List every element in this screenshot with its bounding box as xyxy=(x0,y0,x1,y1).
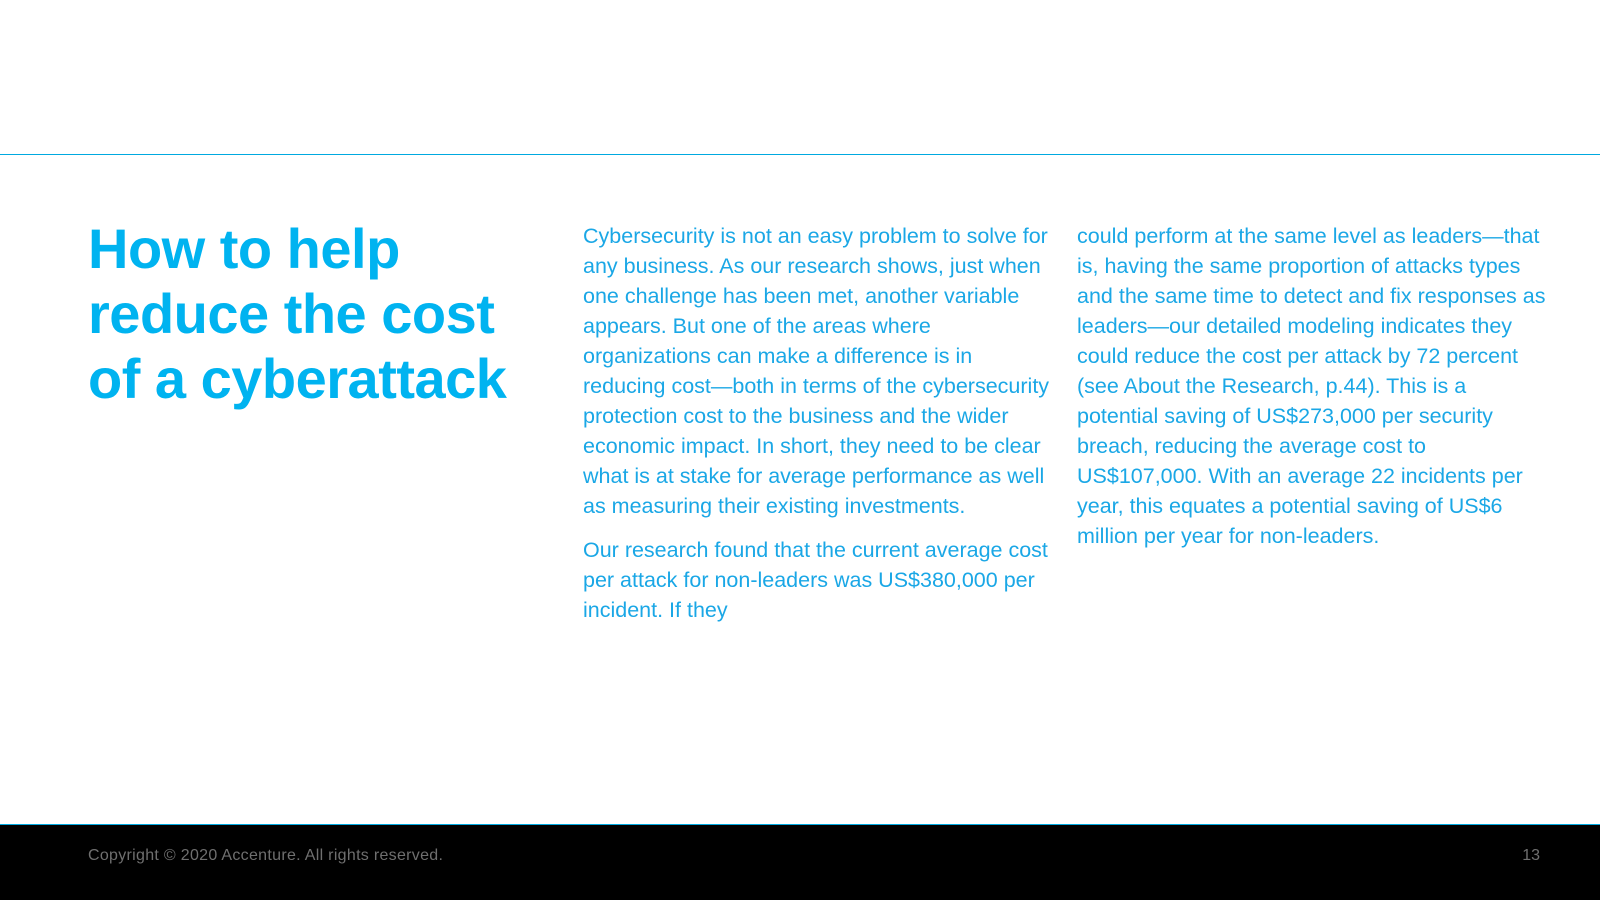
page-title: How to help reduce the cost of a cyberattack xyxy=(88,217,507,410)
body-column-2 xyxy=(1077,221,1547,565)
body-paragraph: Cybersecurity is not an easy problem to solve for any business. As our research shows, just when one challenge has been met, another variable appears. But one of the areas where organizations can make a difference is in reducing cost—both in terms of the cybersecurity protection cost to the business and the wider economic impact. In short, they need to be clear what is at stake for average performance as well as measuring their existing investments. xyxy=(583,224,1050,518)
body-paragraph: Our research found that the current average cost per attack for non-leaders was US$380,000 per incident. If they xyxy=(583,538,1048,622)
body-column-1 xyxy=(583,221,1053,639)
body-paragraph: could perform at the same level as leaders—that is, having the same proportion of attacks types and the same time to detect and fix responses as leaders—our detailed modeling indicates they could reduce the cost per attack by 72 percent (see About the Research, p.44). This is a potential saving of US$273,000 per security breach, reducing the average cost to US$107,000. With an average 22 incidents per year, this equates a potential saving of US$6 million per year for non-leaders. xyxy=(1077,224,1546,548)
page-number: 13 xyxy=(1522,847,1540,864)
page-footer xyxy=(0,824,1600,900)
copyright-text: Copyright © 2020 Accenture. All rights reserved. xyxy=(88,847,444,864)
top-divider xyxy=(0,154,1600,155)
